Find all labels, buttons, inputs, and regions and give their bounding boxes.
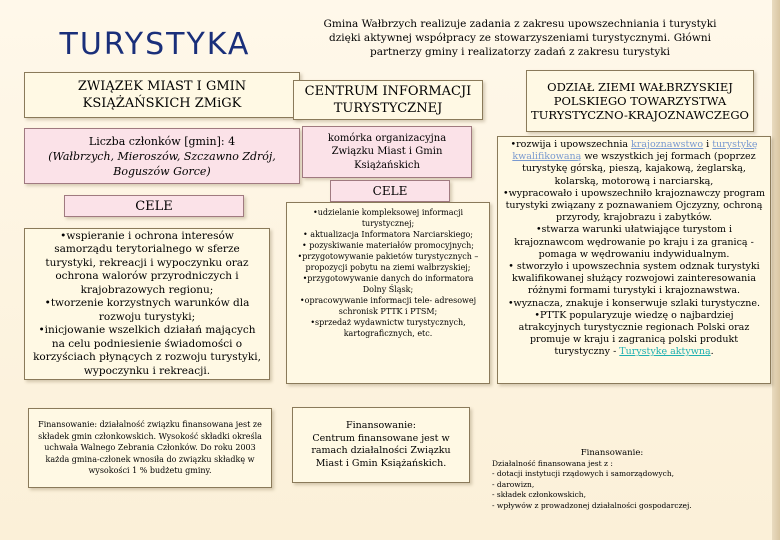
link-turystyka-kwalifikowana[interactable]: turystykę kwalifikowaną (512, 139, 758, 163)
cit-org-box: CENTRUM INFORMACJI TURYSTYCZNEJ (293, 80, 483, 120)
financing-body-center: Centrum finansowane jest w ramach działalności Związku Miast i Gmin Książańskich. (311, 432, 451, 469)
task-text: we wszystkich jej formach (poprzez turystykę górską, pieszą, kajakową, żeglarską, kolarską, motorową i narciarską, (522, 151, 756, 187)
financing-line: - wpływów z prowadzonej działalności gospodarczej. (492, 500, 692, 510)
task-text: i (703, 139, 713, 150)
financing-box-center (292, 407, 470, 483)
goal-item: •tworzenie korzystnych warunków dla rozwoju turystyki; (44, 297, 250, 323)
cele-heading-left: CELE (64, 195, 244, 217)
goal-item: •inicjowanie wszelkich działań mających na celu podniesienie świadomości o korzyściach płynących z rozwoju turystyki, wypoczynku i rekreacji. (33, 324, 261, 377)
task-item: •przygotowywanie danych do informatora Dolny Śląsk; (302, 274, 474, 294)
tasks-box-center (286, 202, 490, 384)
financing-line: Działalność finansowana jest z : (492, 458, 613, 468)
task-text: . (710, 346, 714, 358)
task-item: •przygotowywanie pakietów turystycznych – propozycji pobytu na ziemi wałbrzyskiej; (297, 252, 479, 272)
members-list: (Wałbrzych, Mieroszów, Szczawno Zdrój, Boguszów Gorce) (48, 149, 276, 178)
task-item: •wyznacza, znakuje i konserwuje szlaki turystyczne. (507, 297, 761, 309)
link-turystyka-aktywna[interactable]: Turystykę aktywną (619, 346, 711, 358)
task-text: •PTTK popularyzuje wiedzę o najbardziej atrakcyjnych turystycznie regionach Polski oraz promuje w kraju i zagranicą polski produkt turystyczny - (518, 309, 750, 358)
financing-line: - darowizn, (492, 479, 535, 489)
members-box (24, 128, 300, 184)
goals-box-left (24, 228, 270, 380)
cele-heading-center: CELE (330, 180, 450, 202)
task-item: •sprzedaż wydawnictw turystycznych, kartograficznych, etc. (310, 318, 466, 338)
task-item: •stwarza warunki ułatwiające turystom i krajoznawcom wędrowanie po kraju i za granicą - pomaga w wędrowaniu indywidualnym. (514, 224, 754, 260)
task-item: • aktualizacja Informatora Narciarskiego; (303, 230, 473, 239)
financing-box-right (492, 448, 732, 518)
pttk-org-box: ODZIAŁ ZIEMI WAŁBRZYSKIEJ POLSKIEGO TOWARZYSTWA TURYSTYCZNO-KRAJOZNAWCZEGO (526, 70, 754, 132)
task-item: •wypracowało i upowszechniło krajoznawczy program turystyki związany z poznawaniem Ojczyzny, ochroną przyrody, krajobrazu i zabytków. (503, 187, 765, 224)
cit-cell-box: komórka organizacyjna Związku Miast i Gmin Książańskich (302, 126, 472, 178)
financing-head-center: Finansowanie: (346, 420, 416, 431)
task-text: •rozwija i upowszechnia (510, 139, 632, 150)
zmigk-org-box: ZWIĄZEK MIAST I GMIN KSIĄŻAŃSKICH ZMiGK (24, 72, 300, 118)
task-item: • stworzyło i upowszechnia system odznak turystyki kwalifikowanej służący rozwojowi zainteresowania różnymi formami turystyki i krajoznawstwa. (508, 261, 760, 297)
task-item: •opracowywanie informacji tele- adresowej schronisk PTTK i PTSM; (299, 296, 477, 316)
task-item (502, 139, 766, 188)
financing-box-left: Finansowanie: działalność związku finansowana jest ze składek gmin członkowskich. Wysokość składki określa uchwała Walnego Zebrania Członków. Do roku 2003 każda gmina-członek wnosiła do związku składkę w wysokości 1 % budżetu gminy. (28, 408, 272, 488)
page-title: TURYSTYKA (59, 26, 251, 62)
goal-item: •wspieranie i ochrona interesów samorządu terytorialnego w sferze turystyki, rekreacji i wypoczynku oraz ochrona walorów przyrodniczych i krajobrazowych regionu; (45, 229, 249, 296)
intro-text: Gmina Wałbrzych realizuje zadania z zakresu upowszechniania i turystyki dzięki aktywnej współpracy ze stowarzyszeniami turystycznymi. Główni partnerzy gminy i realizatorzy zadań z zakresu turystyki (323, 18, 717, 58)
tasks-box-right (497, 136, 771, 384)
members-label: Liczba członków [gmin]: 4 (88, 134, 236, 148)
task-item: • pozyskiwanie materiałów promocyjnych; (302, 241, 474, 250)
financing-head-right: Finansowanie: (580, 448, 644, 458)
financing-line: - dotacji instytucji rządowych i samorządowych, (492, 469, 675, 478)
task-item (502, 310, 766, 359)
financing-line: - składek członkowskich, (492, 490, 586, 499)
link-krajoznawstwo[interactable]: krajoznawstwo (631, 139, 704, 150)
task-item: •udzielanie kompleksowej informacji turystycznej; (312, 208, 464, 228)
